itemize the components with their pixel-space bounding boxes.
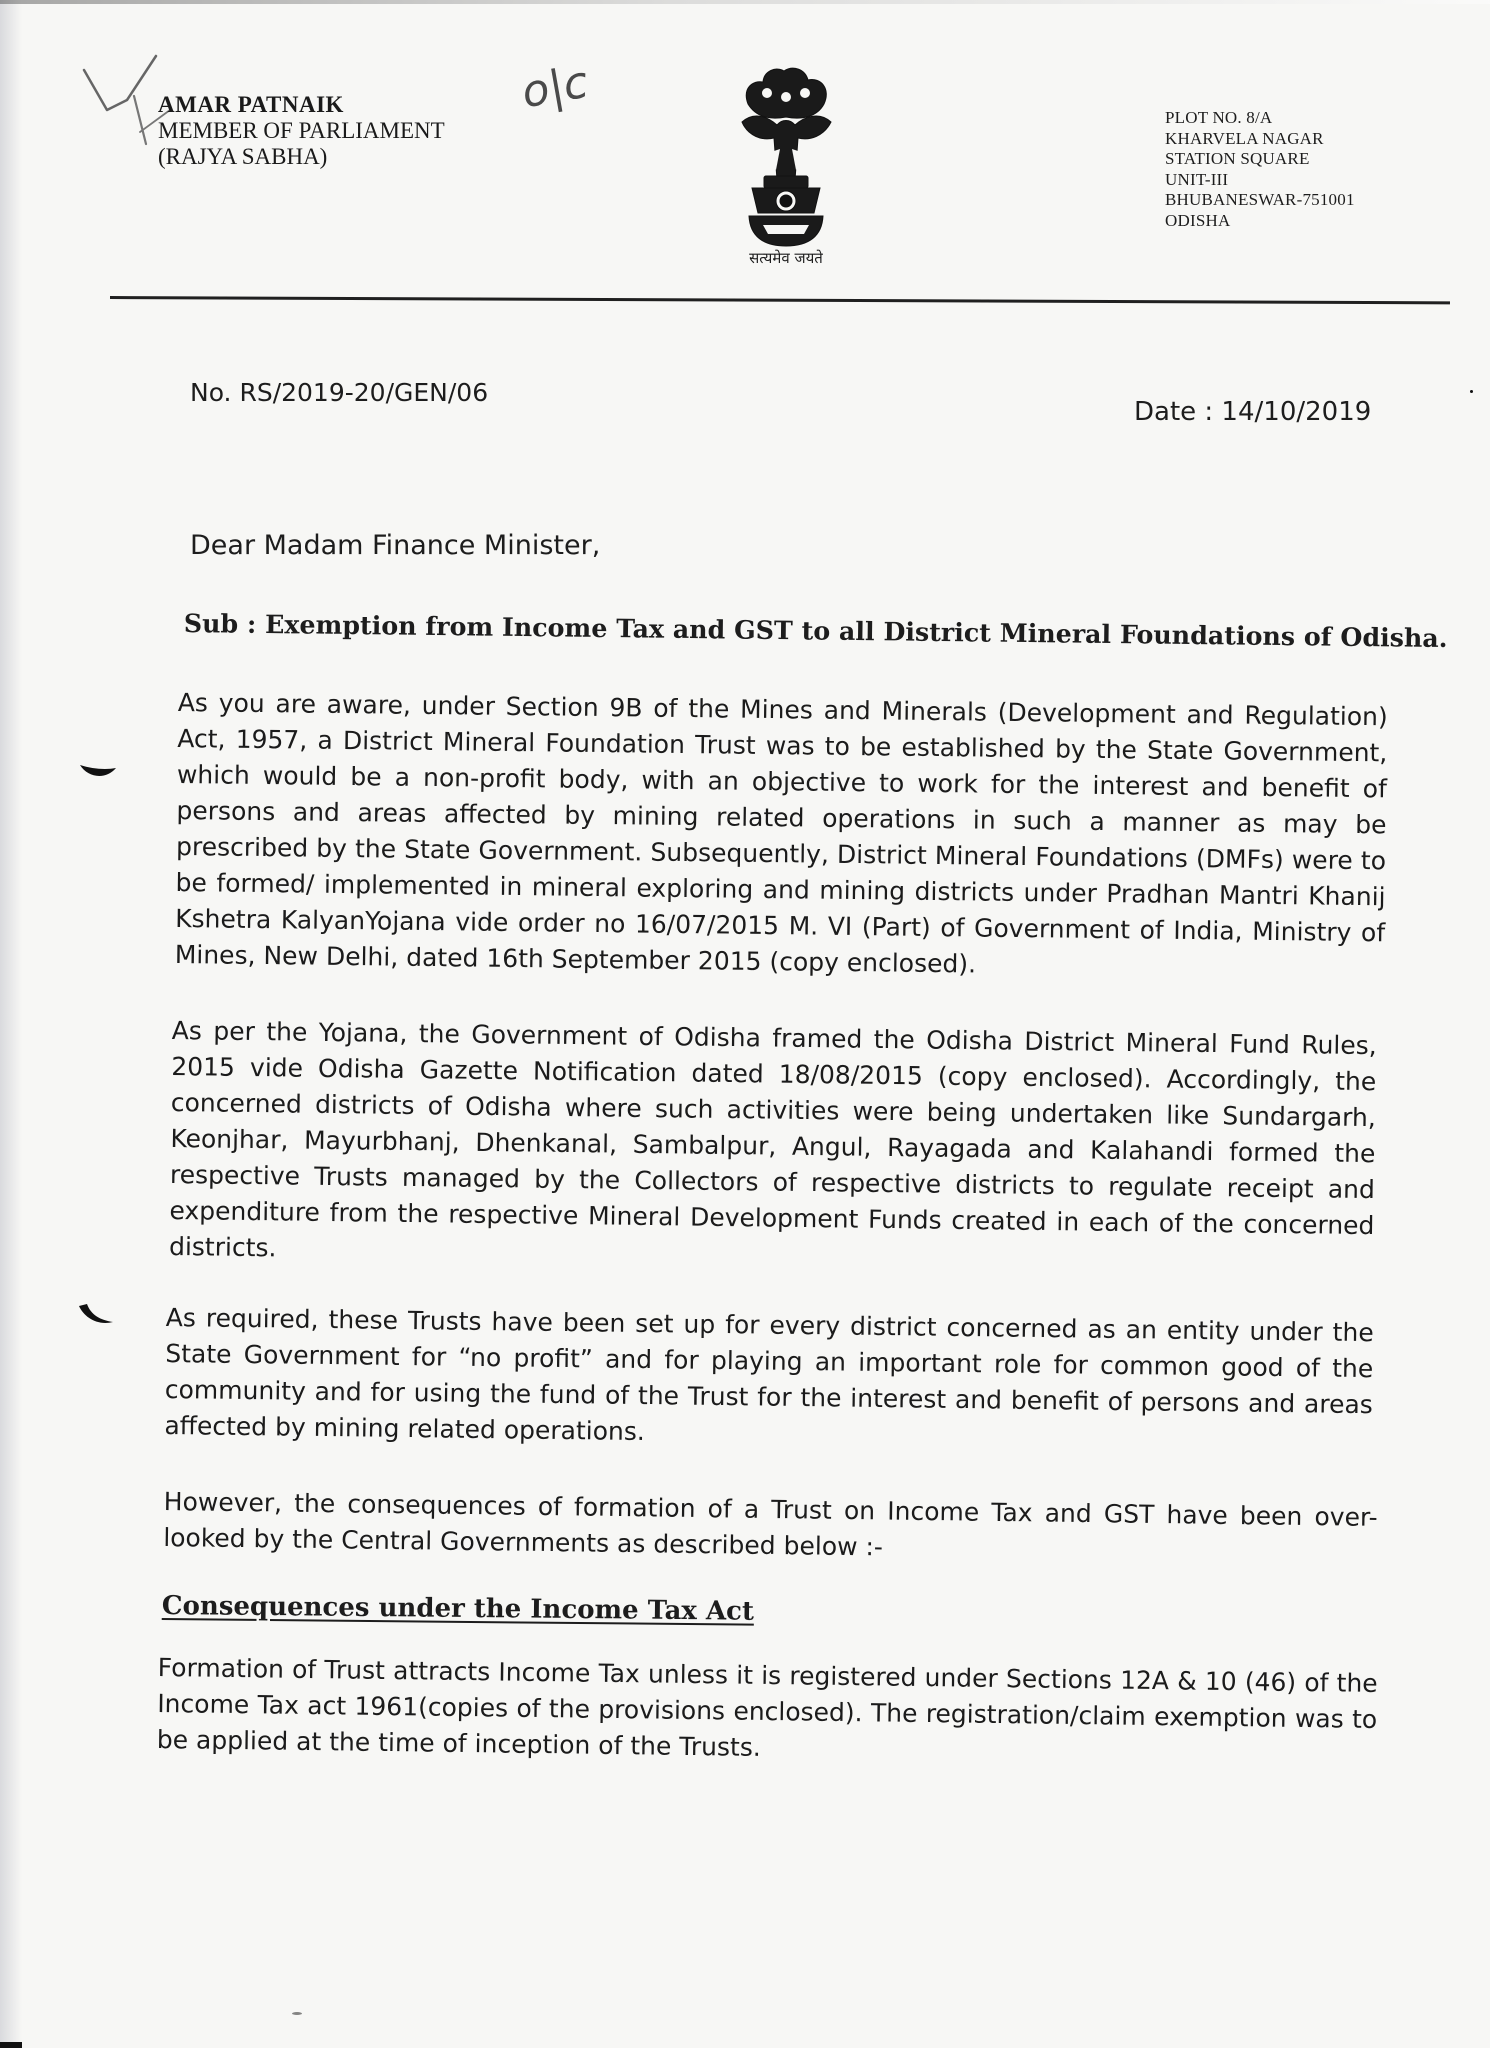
address-line-3: STATION SQUARE — [1165, 149, 1310, 168]
body-paragraph-1: As you are aware, under Section 9B of the Mines and Minerals (Development and Regulation) Act, 1957, a District Mineral Foundation Trust was to be established by the State Government, which would be a non-profit body, with an objective to work for the interest and benefit of persons and areas affected by mining related operations in such a manner as may be prescribed by the State Government. Subsequently, District Mineral Foundations (DMFs) were to be formed/ implemented in mineral exploring and mining districts under Pradhan Mantri Khanij Kshetra KalyanYojana vide order no 16/07/2015 M. VI (Part) of Government of India, Ministry of Mines, New Delhi, dated 16th September 2015 (copy enclosed). — [174, 687, 1388, 979]
letter-reference-number: No. RS/2019-20/GEN/06 — [190, 378, 489, 407]
letter-salutation: Dear Madam Finance Minister, — [190, 530, 601, 561]
sender-block — [158, 92, 518, 170]
address-line-1: PLOT NO. 8/A — [1165, 108, 1273, 127]
punch-mark-bottom — [75, 1302, 117, 1330]
scan-bottom-edge — [0, 2042, 22, 2048]
income-tax-section-paragraph: Formation of Trust attracts Income Tax unless it is registered under Sections 12A & 10 (46) of the Income Tax act 1961(copies of the provisions enclosed). The registration/claim exemption was to be applied at the time of inception of the Trusts. — [156, 1652, 1378, 1762]
handwritten-tick-mark — [52, 18, 172, 148]
scan-top-edge — [0, 0, 1490, 4]
scan-left-shadow — [0, 0, 22, 2048]
body-paragraph-3: As required, these Trusts have been set up for every district concerned as an entity under the State Government for “no profit” and for playing an important role for common good of the community and for using the fund of the Trust for the interest and benefit of persons and areas affected by mining related operations. — [164, 1302, 1374, 1447]
scan-speck — [292, 2012, 302, 2015]
address-line-5: BHUBANESWAR-751001 — [1165, 190, 1355, 209]
address-line-2: KHARVELA NAGAR — [1165, 128, 1324, 148]
body-paragraph-4: However, the consequences of formation of a Trust on Income Tax and GST have been over-looked by the Central Governments as described below :- — [163, 1486, 1378, 1562]
letterhead-divider — [110, 296, 1450, 304]
sender-address — [1165, 108, 1395, 231]
letter-subject: Sub : Exemption from Income Tax and GST to all District Mineral Foundations of Odisha. — [183, 608, 1448, 653]
punch-mark-top — [78, 760, 120, 784]
sender-name: AMAR PATNAIK — [158, 92, 344, 117]
sender-house: (RAJYA SABHA) — [158, 144, 328, 169]
letter-date: Date : 14/10/2019 — [1134, 397, 1372, 427]
emblem-motto: सत्यमेव जयते — [749, 249, 823, 267]
sender-role: MEMBER OF PARLIAMENT — [158, 118, 445, 143]
body-paragraph-2: As per the Yojana, the Government of Odisha framed the Odisha District Mineral Fund Rules, 2015 vide Odisha Gazette Notification dated 18/08/2015 (copy enclosed). Accordingly, the concerned districts of Odisha where such activities were being undertaken like Sundargarh, Keonjhar, Mayurbhanj, Dhenkanal, Sambalpur, Angul, Rayagada and Kalahandi formed the respective Trusts managed by the Collectors of respective districts to regulate receipt and expenditure from the respective Mineral Development Funds created in each of the concerned districts. — [168, 1015, 1377, 1263]
national-emblem-icon — [718, 62, 854, 274]
scan-speck — [1470, 390, 1473, 393]
income-tax-section-heading: Consequences under the Income Tax Act — [161, 1591, 755, 1627]
address-line-6: ODISHA — [1165, 210, 1231, 230]
handwritten-oc-note: o|c — [518, 56, 592, 119]
address-line-4: UNIT-III — [1165, 169, 1229, 189]
